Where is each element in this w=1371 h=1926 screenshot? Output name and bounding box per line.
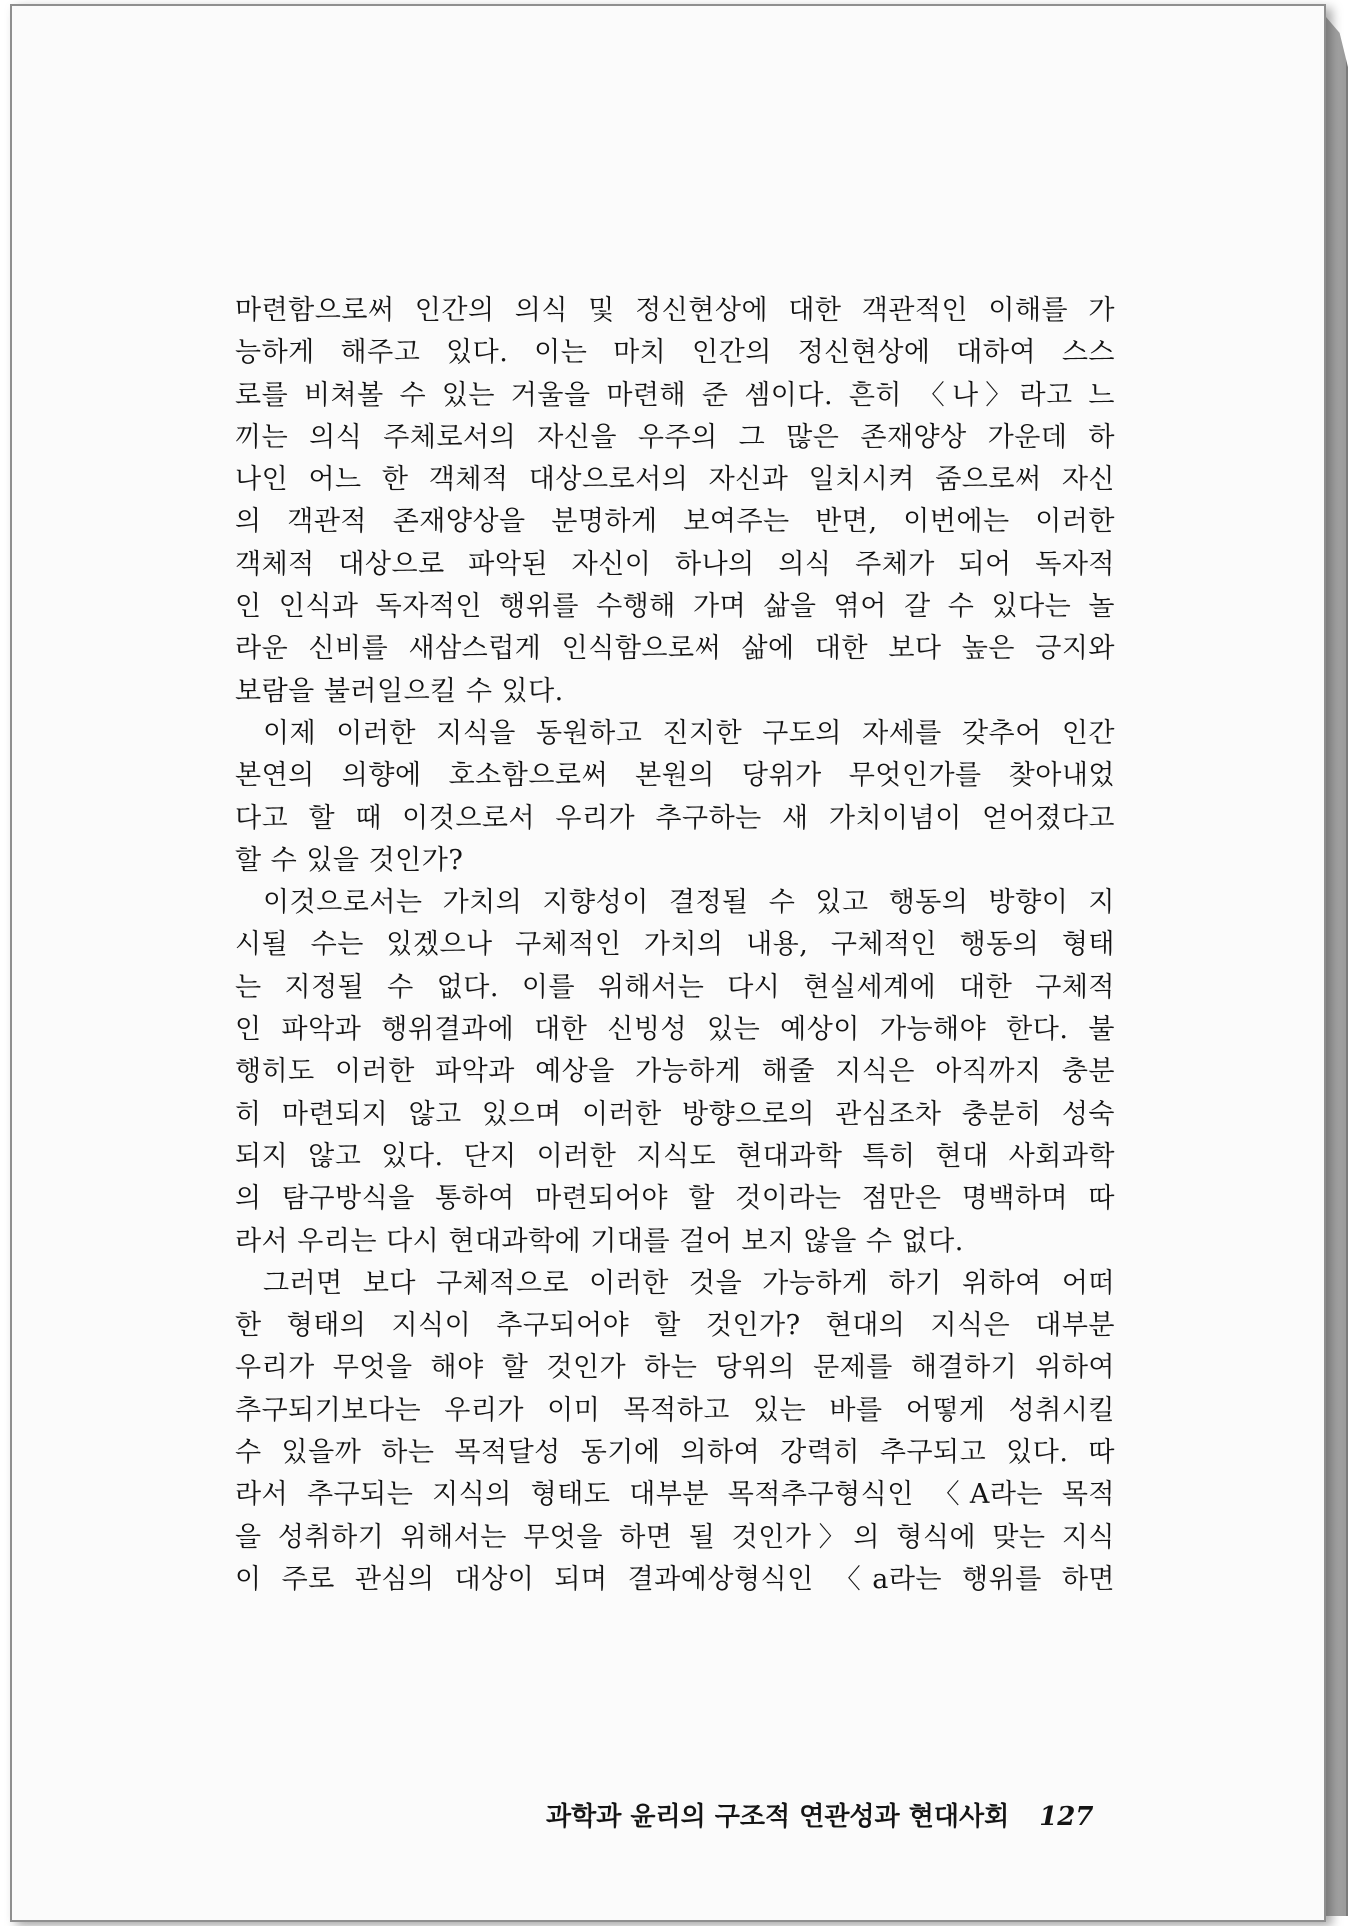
text-line: 는 지정될 수 없다. 이를 위해서는 다시 현실세계에 대한 구체적 xyxy=(235,971,1115,1003)
paragraph xyxy=(235,290,1115,713)
text-line: 이것으로서는 가치의 지향성이 결정될 수 있고 행동의 방향이 지 xyxy=(263,887,1115,919)
text-line: 나인 어느 한 객체적 대상으로서의 자신과 일치시켜 줌으로써 자신 xyxy=(235,464,1115,496)
text-line: 인 파악과 행위결과에 대한 신빙성 있는 예상이 가능해야 한다. 불 xyxy=(235,1014,1115,1046)
text-line: 되지 않고 있다. 단지 이러한 지식도 현대과학 특히 현대 사회과학 xyxy=(235,1140,1115,1172)
text-line: 라서 우리는 다시 현대과학에 기대를 걸어 보지 않을 수 없다. xyxy=(235,1225,964,1257)
page-number: 127 xyxy=(1039,1802,1094,1832)
text-line: 행히도 이러한 파악과 예상을 가능하게 해줄 지식은 아직까지 충분 xyxy=(235,1056,1115,1088)
paragraph xyxy=(235,882,1115,1263)
text-line: 본연의 의향에 호소함으로써 본원의 당위가 무엇인가를 찾아내었 xyxy=(235,760,1115,792)
text-line: 마련함으로써 인간의 의식 및 정신현상에 대한 객관적인 이해를 가 xyxy=(235,295,1115,326)
paragraph xyxy=(235,1263,1115,1601)
body-text xyxy=(235,290,1115,1601)
text-line: 끼는 의식 주체로서의 자신을 우주의 그 많은 존재양상 가운데 하 xyxy=(235,421,1115,453)
text-line: 이제 이러한 지식을 동원하고 진지한 구도의 자세를 갖추어 인간 xyxy=(263,717,1115,749)
text-line: 그러면 보다 구체적으로 이러한 것을 가능하게 하기 위하여 어떠 xyxy=(263,1267,1115,1299)
text-line: 보람을 불러일으킬 수 있다. xyxy=(235,675,564,707)
text-line: 로를 비쳐볼 수 있는 거울을 마련해 준 셈이다. 흔히 〈나〉라고 느 xyxy=(235,379,1115,411)
text-line: 추구되기보다는 우리가 이미 목적하고 있는 바를 어떻게 성취시킬 xyxy=(235,1394,1115,1426)
text-line: 능하게 해주고 있다. 이는 마치 인간의 정신현상에 대하여 스스 xyxy=(235,337,1115,369)
text-line: 시될 수는 있겠으나 구체적인 가치의 내용, 구체적인 행동의 형태 xyxy=(235,929,1115,961)
text-line: 우리가 무엇을 해야 할 것인가 하는 당위의 문제를 해결하기 위하여 xyxy=(235,1352,1115,1384)
running-title: 과학과 윤리의 구조적 연관성과 현대사회 xyxy=(546,1802,1010,1832)
text-line: 다고 할 때 이것으로서 우리가 추구하는 새 가치이념이 얻어졌다고 xyxy=(235,802,1115,834)
text-line: 객체적 대상으로 파악된 자신이 하나의 의식 주체가 되어 독자적 xyxy=(235,548,1115,580)
text-line: 한 형태의 지식이 추구되어야 할 것인가? 현대의 지식은 대부분 xyxy=(235,1310,1115,1342)
text-line: 을 성취하기 위해서는 무엇을 하면 될 것인가〉의 형식에 맞는 지식 xyxy=(235,1521,1115,1553)
text-line: 히 마련되지 않고 있으며 이러한 방향으로의 관심조차 충분히 성숙 xyxy=(235,1098,1115,1130)
text-line: 라서 추구되는 지식의 형태도 대부분 목적추구형식인 〈A라는 목적 xyxy=(235,1479,1115,1511)
text-line: 라운 신비를 새삼스럽게 인식함으로써 삶에 대한 보다 높은 긍지와 xyxy=(235,633,1115,665)
text-line: 할 수 있을 것인가? xyxy=(235,844,464,876)
text-line: 의 탐구방식을 통하여 마련되어야 할 것이라는 점만은 명백하며 따 xyxy=(235,1183,1115,1215)
text-line: 수 있을까 하는 목적달성 동기에 의하여 강력히 추구되고 있다. 따 xyxy=(235,1437,1115,1469)
text-line: 이 주로 관심의 대상이 되며 결과예상형식인 〈a라는 행위를 하면 xyxy=(235,1563,1115,1595)
paragraph xyxy=(235,713,1115,882)
text-line: 인 인식과 독자적인 행위를 수행해 가며 삶을 엮어 갈 수 있다는 놀 xyxy=(235,591,1115,623)
running-footer xyxy=(546,1796,1094,1833)
text-line: 의 객관적 존재양상을 분명하게 보여주는 반면, 이번에는 이러한 xyxy=(235,506,1115,538)
